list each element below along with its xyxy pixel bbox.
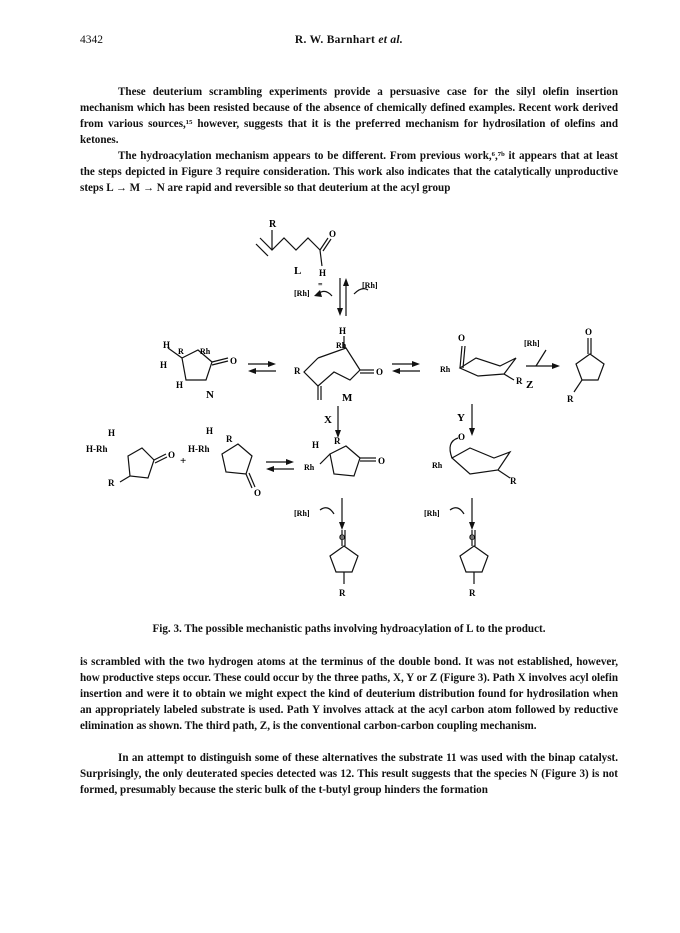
compound-M (294, 326, 383, 404)
label-O-P1: O (585, 327, 593, 337)
product-cyclopentanone-3 (460, 530, 488, 598)
label-Rh-Y: Rh (432, 461, 443, 470)
arrow-X-product (294, 498, 345, 530)
figure-caption: Fig. 3. The possible mechanistic paths involving hydroacylation of L to the product. (152, 623, 546, 635)
label-Rh-bracket-2: [Rh] (362, 281, 378, 290)
label-R-X: R (334, 436, 341, 446)
label-Rh-M: Rh (336, 341, 347, 350)
mechanism-scheme (80, 208, 618, 608)
running-head (80, 34, 618, 46)
label-Rh-bracket-1: [Rh] (294, 289, 310, 298)
running-head-authors: R. W. Barnhart (294, 34, 376, 46)
label-O-X: O (378, 456, 386, 466)
label-Rh-bracket-Z: [Rh] (524, 339, 540, 348)
label-O-M: O (376, 367, 384, 377)
label-Rh-Z: Rh (440, 365, 451, 374)
label-R-e1: R (108, 478, 115, 488)
label-H-L: H (319, 268, 327, 278)
label-R-P2: R (339, 588, 346, 598)
label-X: X (324, 414, 332, 426)
arrows-enone-X (266, 459, 294, 472)
label-L: L (294, 265, 302, 277)
label-Z: Z (526, 379, 534, 391)
label-HRh-2: H-Rh (188, 444, 210, 454)
arrow-Y-product (424, 498, 475, 530)
label-O-P2: O (339, 533, 346, 542)
label-Rh-N: Rh (200, 347, 211, 356)
label-Rh-bracket-Y: [Rh] (424, 509, 440, 518)
product-cyclopentanone-2 (330, 530, 358, 598)
paragraph-4: In an attempt to distinguish some of these alternatives the substrate 11 was used with the binap catalyst. Surprisingly, the only deuterated species detected was 12. This result suggests that the species N (Figure 3) is not formed, presumably because the steric bulk of the t-butyl group hinders the formation (80, 752, 618, 796)
label-H-X: H (312, 440, 320, 450)
label-Rh-X: Rh (304, 463, 315, 472)
plus-sign: + (180, 455, 187, 467)
page-header (80, 34, 618, 50)
label-R-Y: R (510, 476, 517, 486)
product-cyclopentanone-1 (567, 327, 604, 404)
arrow-X (324, 406, 341, 438)
label-R-e2: R (226, 434, 233, 444)
compound-HRh-enone-1 (86, 428, 175, 488)
label-O-L: O (329, 229, 337, 239)
label-R-P3: R (469, 588, 476, 598)
page-number: 4342 (80, 34, 103, 46)
label-O-N: O (230, 356, 238, 366)
compound-L (256, 219, 336, 289)
label-H-N3: H (176, 380, 184, 390)
label-Rh-bracket-X: [Rh] (294, 509, 310, 518)
compound-X-intermediate (304, 436, 385, 476)
arrows-M-Z (392, 361, 420, 374)
label-O-Y: O (458, 432, 466, 442)
svg-text:=: = (318, 280, 323, 289)
label-H-M: H (339, 326, 347, 336)
label-H-N1: H (163, 340, 171, 350)
label-Y: Y (457, 412, 465, 424)
label-R-top: R (269, 219, 277, 230)
compound-N (160, 340, 237, 401)
label-R-M: R (294, 366, 301, 376)
arrows-N-M (248, 361, 276, 374)
label-O-P3: O (469, 533, 476, 542)
label-R-N: R (178, 347, 184, 356)
paragraph-3: is scrambled with the two hydrogen atoms at the terminus of the double bond. It was not established, however, how productive steps occur. These could occur by the three paths, X, Y or Z (Figure 3). Path X involves acyl olefin insertion and were it to obtain we might expect the kind of deuterium distribution found for hydrosilation when an appropriately labeled substrate is used. Path Y involves attack at the acyl carbon atom followed by reductive elimination as shown. The third path, Z, is the conventional carbon-carbon coupling mechanism. (80, 656, 618, 732)
label-H-N2: H (160, 360, 168, 370)
label-O-e2: O (254, 488, 262, 498)
label-O-e1: O (168, 450, 176, 460)
compound-HRh-enone-2 (188, 426, 261, 498)
figure-3 (80, 208, 618, 608)
paragraph-2: The hydroacylation mechanism appears to be different. From previous work,⁶,⁷ᵇ it appears that at least the steps depicted in Figure 3 require consideration. This work also indicates that the catalytically unproductive steps L → M → N are rapid and reversible so that deuterium at the acyl group (80, 150, 618, 194)
label-R-P1: R (567, 394, 574, 404)
label-H-e1: H (108, 428, 116, 438)
label-H-e2: H (206, 426, 214, 436)
compound-Y-intermediate (432, 432, 517, 486)
running-head-etal: et al. (378, 34, 404, 46)
label-R-Z: R (516, 376, 523, 386)
label-HRh-1: H-Rh (86, 444, 108, 454)
arrow-Z (524, 339, 560, 391)
label-M: M (342, 392, 353, 404)
label-O-Z: O (458, 333, 466, 343)
label-N: N (206, 389, 214, 401)
paragraph-1: These deuterium scrambling experiments provide a persuasive case for the silyl olefin insertion mechanism which has been resisted because of the absence of chemically defined examples. Recent work derived from various sources,¹⁵ however, suggests that it is the preferred mechanism for hydrosilation of olefins and ketones. (80, 86, 618, 146)
compound-acyl-alkyl (440, 333, 523, 386)
arrows-L-M (294, 278, 378, 316)
